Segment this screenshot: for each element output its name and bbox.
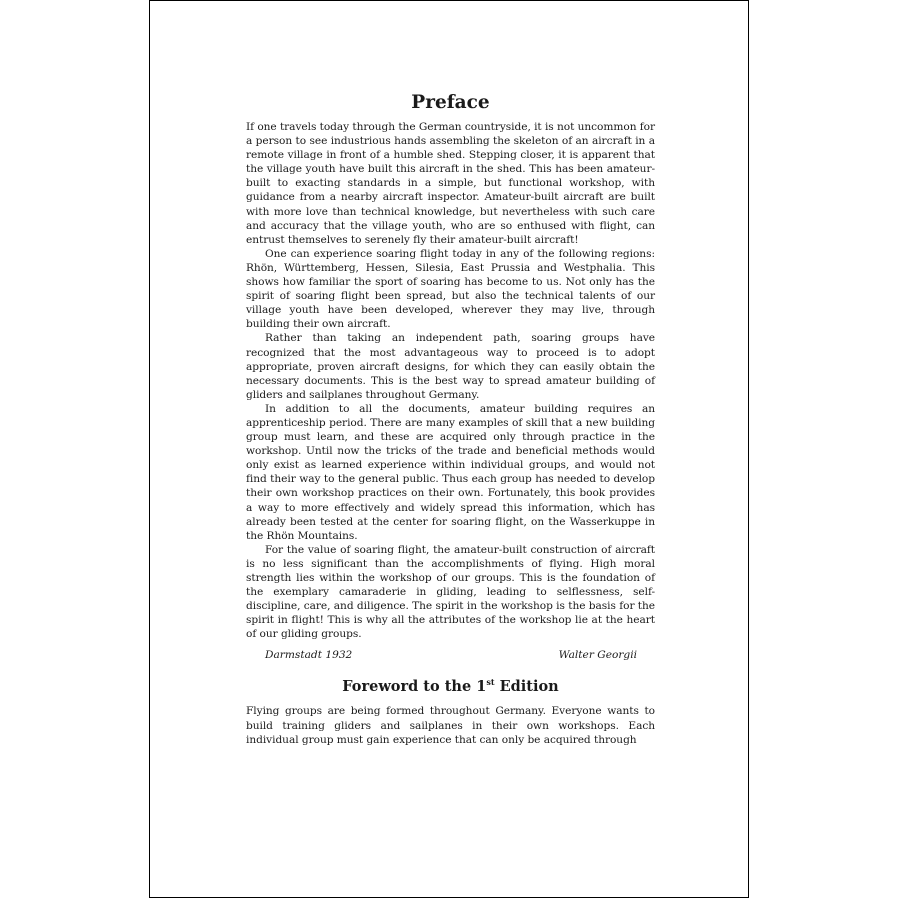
foreword-title-main: Foreword to the 1 (342, 678, 487, 696)
foreword-title-superscript: st (486, 677, 495, 688)
foreword-title-end: Edition (494, 678, 559, 696)
signature-place-date: Darmstadt 1932 (265, 649, 353, 662)
preface-title: Preface (411, 92, 490, 113)
page-content (246, 93, 655, 747)
preface-paragraph-5: For the value of soaring flight, the amateur-built construction of aircraft is no less significant than the accomplishments of flying. High moral strength lies within the workshop of our groups. This is the foundation of the exemplary camaraderie in gliding, leading to selflessness, self-discipline, care, and diligence. The spirit in the workshop is the basis for the spirit in flight! This is why all the attributes of the workshop lie at the heart of our gliding groups. (246, 543, 655, 641)
foreword-title (246, 678, 655, 696)
foreword-paragraph-1: Flying groups are being formed throughout Germany. Everyone wants to build training gliders and sailplanes in their own workshops. Each individual group must gain experience that can only be acquired through (246, 705, 655, 746)
preface-paragraph-3: Rather than taking an independent path, soaring groups have recognized that the most advantageous way to proceed is to adopt appropriate, proven aircraft designs, for which they can easily obtain the necessary documents. This is the best way to spread amateur building of gliders and sailplanes throughout Germany. (246, 332, 655, 401)
preface-paragraph-2: One can experience soaring flight today in any of the following regions: Rhön, Württemberg, Hessen, Silesia, East Prussia and Westphalia. This shows how familiar the sport of soaring has become to us. Not only has the spirit of soaring flight been spread, but also the technical talents of our village youth have been developed, wherever they may live, through building their own aircraft. (246, 247, 655, 331)
book-page (149, 0, 749, 898)
preface-paragraph-1: If one travels today through the German countryside, it is not uncommon for a person to see industrious hands assembling the skeleton of an aircraft in a remote village in front of a humble shed. Stepping closer, it is apparent that the village youth have built this aircraft in the shed. This has been amateur-built to exacting standards in a simple, but functional workshop, with guidance from a nearby aircraft inspector. Amateur-built aircraft are built with more love than technical knowledge, but nevertheless with such care and accuracy that the village youth, who are so enthused with flight, can entrust themselves to serenely fly their amateur-built aircraft! (246, 121, 655, 246)
preface-signature (265, 648, 637, 662)
preface-paragraph-4: In addition to all the documents, amateur building requires an apprenticeship period. There are many examples of skill that a new building group must learn, and these are acquired only through practice in the workshop. Until now the tricks of the trade and beneficial methods would only exist as learned experience within individual groups, and would not find their way to the general public. Thus each group has needed to develop their own workshop practices on their own. Fortunately, this book provides a way to more effectively and widely spread this information, which has already been tested at the center for soaring flight, on the Wasserkuppe in the Rhön Mountains. (246, 402, 655, 542)
signature-author: Walter Georgii (558, 649, 637, 662)
